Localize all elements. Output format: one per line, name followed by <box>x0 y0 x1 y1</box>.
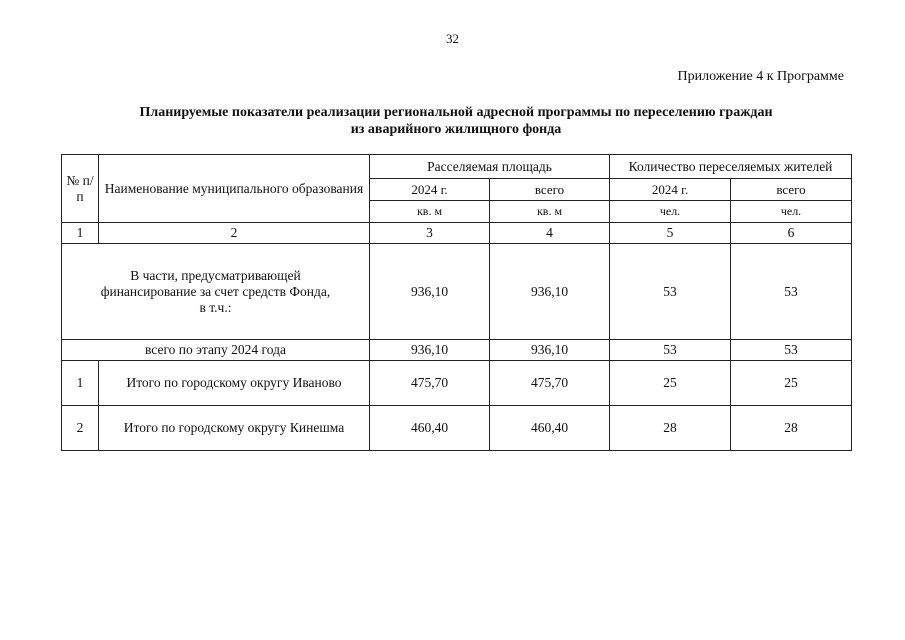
stage-total-row <box>62 340 852 361</box>
row-people-total: 25 <box>731 361 852 406</box>
fund-label-line-2: финансирование за счет средств Фонда, <box>100 283 331 299</box>
column-number-3: 3 <box>370 223 490 244</box>
row-area-2024: 460,40 <box>370 406 490 451</box>
column-number-4: 4 <box>490 223 610 244</box>
fund-financing-row <box>62 244 852 340</box>
header-row-1 <box>62 155 852 179</box>
unit-people-total: чел. <box>731 201 852 223</box>
stage-total-label: всего по этапу 2024 года <box>62 340 370 361</box>
stage-area-total: 936,10 <box>490 340 610 361</box>
header-resettled-people: Количество переселяемых жителей <box>610 155 852 179</box>
column-number-1: 1 <box>62 223 99 244</box>
fund-area-total: 936,10 <box>490 244 610 340</box>
row-area-2024: 475,70 <box>370 361 490 406</box>
row-num: 1 <box>62 361 99 406</box>
column-number-6: 6 <box>731 223 852 244</box>
column-number-5: 5 <box>610 223 731 244</box>
document-title <box>60 104 852 138</box>
stage-area-2024: 936,10 <box>370 340 490 361</box>
header-num: № п/п <box>62 155 99 223</box>
header-resettled-area: Расселяемая площадь <box>370 155 610 179</box>
row-municipality: Итого по городскому округу Иваново <box>99 361 370 406</box>
stage-people-total: 53 <box>731 340 852 361</box>
unit-area-total: кв. м <box>490 201 610 223</box>
fund-area-2024: 936,10 <box>370 244 490 340</box>
table-row <box>62 406 852 451</box>
title-line-1: Планируемые показатели реализации региональной адресной программы по переселению граждан <box>139 105 773 120</box>
row-municipality: Итого по городскому округу Кинешма <box>99 406 370 451</box>
row-area-total: 460,40 <box>490 406 610 451</box>
header-municipality-name: Наименование муниципального образования <box>99 155 370 223</box>
title-line-2: из аварийного жилищного фонда <box>350 122 562 137</box>
fund-financing-label <box>62 244 370 340</box>
row-area-total: 475,70 <box>490 361 610 406</box>
indicators-table <box>61 154 852 451</box>
column-number-2: 2 <box>99 223 370 244</box>
unit-area-2024: кв. м <box>370 201 490 223</box>
fund-label-line-3: в т.ч.: <box>199 299 232 315</box>
fund-people-2024: 53 <box>610 244 731 340</box>
row-people-2024: 28 <box>610 406 731 451</box>
header-area-total: всего <box>490 179 610 201</box>
header-people-total: всего <box>731 179 852 201</box>
column-number-row <box>62 223 852 244</box>
page-number: 32 <box>446 31 459 46</box>
fund-label-line-1: В части, предусматривающей <box>130 267 301 283</box>
stage-people-2024: 53 <box>610 340 731 361</box>
unit-people-2024: чел. <box>610 201 731 223</box>
header-people-2024: 2024 г. <box>610 179 731 201</box>
appendix-label: Приложение 4 к Программе <box>677 69 844 84</box>
row-people-2024: 25 <box>610 361 731 406</box>
row-num: 2 <box>62 406 99 451</box>
table-row <box>62 361 852 406</box>
header-area-2024: 2024 г. <box>370 179 490 201</box>
fund-people-total: 53 <box>731 244 852 340</box>
row-people-total: 28 <box>731 406 852 451</box>
